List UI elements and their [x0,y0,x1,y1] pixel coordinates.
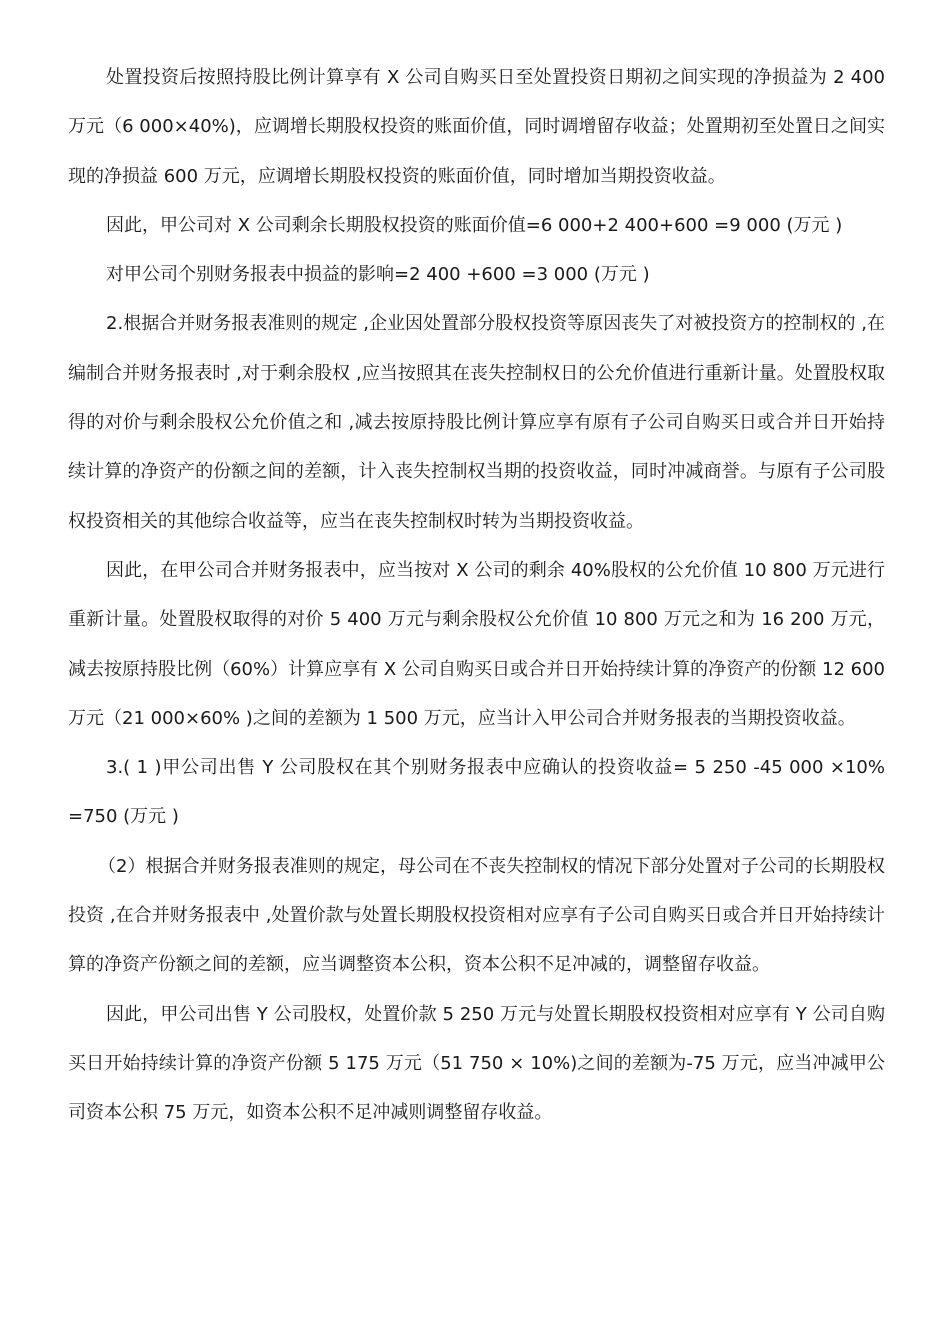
paragraph-remaining-book-value: 因此，甲公司对 X 公司剩余长期股权投资的账面价值=6 000+2 400+600 =9 000 (万元 ) [106,214,843,236]
paragraph-capital-reserve-adjustment: 因此，甲公司出售 Y 公司股权，处置价款 5 250 万元与处置长期股权投资相对应享有 Y 公司自购买日开始持续计算的净资产份额 5 175 万元（51 750 × 10%)之间的差额为-75 万元，应当冲减甲公司资本公积 75 万元，如资本公积不足冲减则调整留存收益。 [68,1003,885,1124]
paragraph-consolidated-remeasurement: 因此，在甲公司合并财务报表中，应当按对 X 公司的剩余 40%股权的公允价值 10 800 万元进行重新计量。处置股权取得的对价 5 400 万元与剩余股权公允价值 10 800 万元之和为 16 200 万元，减去按原持股比例（60%）计算应享有 X 公司自购买日或合并日开始持续计算的净资产的份额 12 600 万元（21 000×60% )之间的差额为 1 500 万元，应当计入甲公司合并财务报表的当期投资收益。 [68,559,885,729]
paragraph-profit-impact: 对甲公司个别财务报表中损益的影响=2 400 +600 =3 000 (万元 ) [106,264,650,286]
paragraph-loss-of-control-rule: 2.根据合并财务报表准则的规定 ,企业因处置部分股权投资等原因丧失了对被投资方的控制权的 ,在编制合并财务报表时 ,对于剩余股权 ,应当按照其在丧失控制权日的公允价值进行重新计量。处置股权取得的对价与剩余股权公允价值之和 ,减去按原持股比例计算应享有原有子公司自购买日或合并日开始持续计算的净资产的份额之间的差额，计入丧失控制权当期的投资收益，同时冲减商誉。与原有子公司股权投资相关的其他综合收益等，应当在丧失控制权时转为当期投资收益。 [68,313,885,532]
document-body [68,53,885,1138]
paragraph-disposal-net-income: 处置投资后按照持股比例计算享有 X 公司自购买日至处置投资日期初之间实现的净损益为 2 400 万元（6 000×40%)，应调增长期股权投资的账面价值，同时调增留存收益；处置期初至处置日之间实现的净损益 600 万元，应调增长期股权投资的账面价值，同时增加当期投资收益。 [68,67,885,187]
paragraph-y-investment-income: 3.( 1 )甲公司出售 Y 公司股权在其个别财务报表中应确认的投资收益= 5 250 -45 000 ×10% =750 (万元 ) [68,757,885,828]
paragraph-no-loss-of-control-rule: （2）根据合并财务报表准则的规定，母公司在不丧失控制权的情况下部分处置对子公司的长期股权投资 ,在合并财务报表中 ,处置价款与处置长期股权投资相对应享有子公司自购买日或合并日开始持续计算的净资产份额之间的差额，应当调整资本公积，资本公积不足冲减的，调整留存收益。 [68,855,885,976]
